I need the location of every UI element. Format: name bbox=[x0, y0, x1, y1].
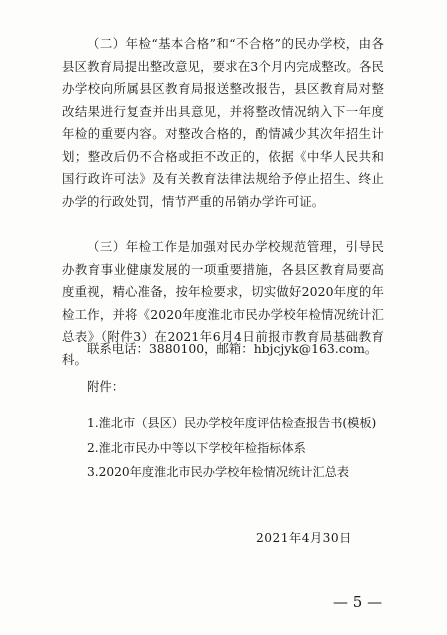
page-number: — 5 — bbox=[333, 593, 383, 611]
attachment-item: 2.淮北市民办中等以下学校年检指标体系 bbox=[87, 440, 306, 455]
attachment-item: 1.淮北市（县区）民办学校年度评估检查报告书(模板) bbox=[87, 416, 377, 430]
paragraph-annual-inspection: （三）年检工作是加强对民办学校规范管理，引导民办教育事业健康发展的一项重要措施，各县区教育局要高度重视，精心准备，按年检要求，切实做好2020年度的年检工作，并将《2020年度淮北市民办学校年检情况统计汇总表》（附件3）在2021年6月4日前报市教育局基础教育科。 bbox=[62, 239, 384, 367]
contact-info: 联系电话：3880100，邮箱：hbjcjyk@163.com。 bbox=[87, 341, 378, 356]
attachments-list bbox=[87, 411, 376, 485]
attachments-heading: 附件： bbox=[87, 379, 125, 394]
document-date: 2021年4月30日 bbox=[256, 531, 352, 545]
paragraph-rectification: （二）年检“基本合格”和“不合格”的民办学校，由各县区教育局提出整改意见，要求在3个月内完成整改。各民办学校向所属县区教育局报送整改报告，县区教育局对整改结果进行复查并出具意见，并将整改情况纳入下一年度年检的重要内容。对整改合格的，酌情减少其次年招生计划；整改后仍不合格或拒不改正的，依据《中华人民共和国行政许可法》及有关教育法律法规给予停止招生、终止办学的行政处罚，情节严重的吊销办学许可证。 bbox=[62, 36, 384, 209]
attachment-item: 3.2020年度淮北市民办学校年检情况统计汇总表 bbox=[87, 465, 350, 479]
